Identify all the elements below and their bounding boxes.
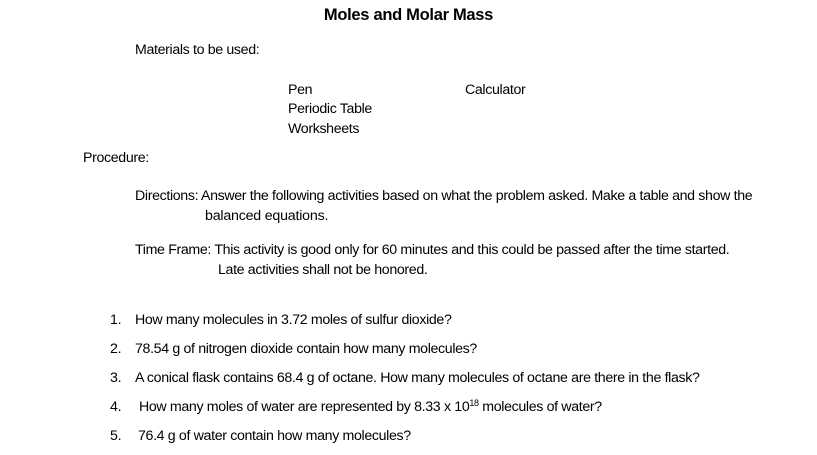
page-title: Moles and Molar Mass (323, 6, 494, 24)
question-4-number: 4. (110, 399, 122, 415)
question-2-text: 78.54 g of nitrogen dioxide contain how many molecules? (135, 341, 477, 357)
question-4-text (139, 399, 602, 416)
timeframe-line-1: Time Frame: This activity is good only for 60 minutes and this could be passed after the time started. (135, 242, 730, 258)
question-3-number: 3. (110, 370, 122, 386)
materials-label: Materials to be used: (135, 42, 260, 58)
question-3-text: A conical flask contains 68.4 g of octane. How many molecules of octane are there in the flask? (135, 370, 700, 386)
question-1-number: 1. (110, 312, 122, 328)
procedure-label: Procedure: (83, 150, 149, 166)
material-item-calculator: Calculator (465, 82, 526, 98)
material-item-periodic-table: Periodic Table (288, 101, 372, 117)
question-5-number: 5. (110, 428, 122, 444)
directions-line-1: Directions: Answer the following activities based on what the problem asked. Make a table and show the (135, 188, 753, 204)
question-4-text-after: molecules of water? (478, 399, 602, 415)
question-4-exponent: 18 (469, 398, 479, 408)
question-1-text: How many molecules in 3.72 moles of sulfur dioxide? (135, 312, 452, 328)
question-4-text-before: How many moles of water are represented by 8.33 x 10 (139, 399, 470, 415)
directions-line-2: balanced equations. (205, 208, 329, 224)
question-2-number: 2. (110, 341, 122, 357)
question-5-text: 76.4 g of water contain how many molecules? (138, 428, 411, 444)
material-item-pen: Pen (288, 82, 313, 98)
timeframe-line-2: Late activities shall not be honored. (218, 262, 428, 278)
material-item-worksheets: Worksheets (288, 121, 360, 137)
